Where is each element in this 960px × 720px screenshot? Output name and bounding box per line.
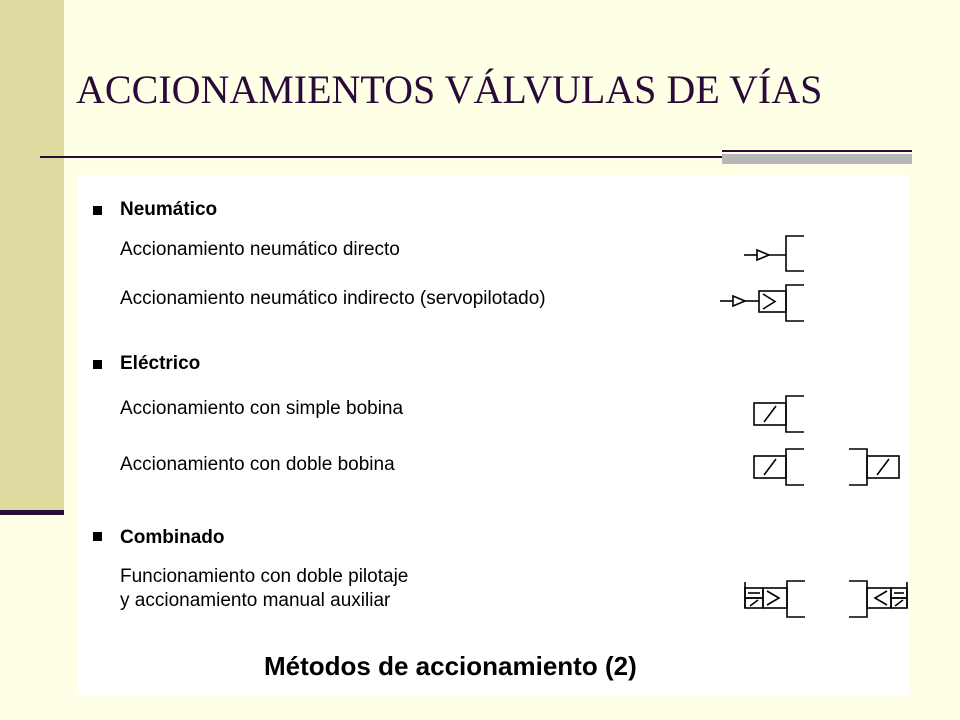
combined-pilot-manual-left-icon: [742, 578, 812, 620]
heading-combinado: Combinado: [120, 527, 225, 548]
pneumatic-direct-actuation-icon: [740, 232, 810, 274]
item-simple-bobina: Accionamiento con simple bobina: [120, 398, 404, 419]
item-neumatico-directo: Accionamiento neumático directo: [120, 239, 400, 260]
double-solenoid-right-icon: [843, 446, 903, 488]
pneumatic-indirect-actuation-icon: [717, 282, 810, 324]
item-doble-bobina: Accionamiento con doble bobina: [120, 454, 395, 475]
figure-caption: Métodos de accionamiento (2): [264, 651, 637, 681]
bullet-electrico: [93, 360, 102, 369]
heading-electrico: Eléctrico: [120, 353, 201, 374]
slide-title: ACCIONAMIENTOS VÁLVULAS DE VÍAS: [76, 67, 823, 112]
bullet-combinado: [93, 532, 102, 541]
decorative-side-bar: [0, 0, 64, 512]
heading-neumatico: Neumático: [120, 199, 218, 220]
side-bar-underline: [0, 510, 64, 515]
double-solenoid-left-icon: [750, 446, 810, 488]
single-solenoid-icon: [750, 393, 810, 435]
item-doble-pilotaje: Funcionamiento con doble pilotaje: [120, 566, 409, 587]
item-manual-auxiliar: y accionamiento manual auxiliar: [120, 590, 391, 611]
combined-pilot-manual-right-icon: [842, 578, 912, 620]
bullet-neumatico: [93, 206, 102, 215]
title-rule-accent: [722, 150, 912, 164]
item-neumatico-indirecto: Accionamiento neumático indirecto (servopilotado): [120, 288, 546, 309]
